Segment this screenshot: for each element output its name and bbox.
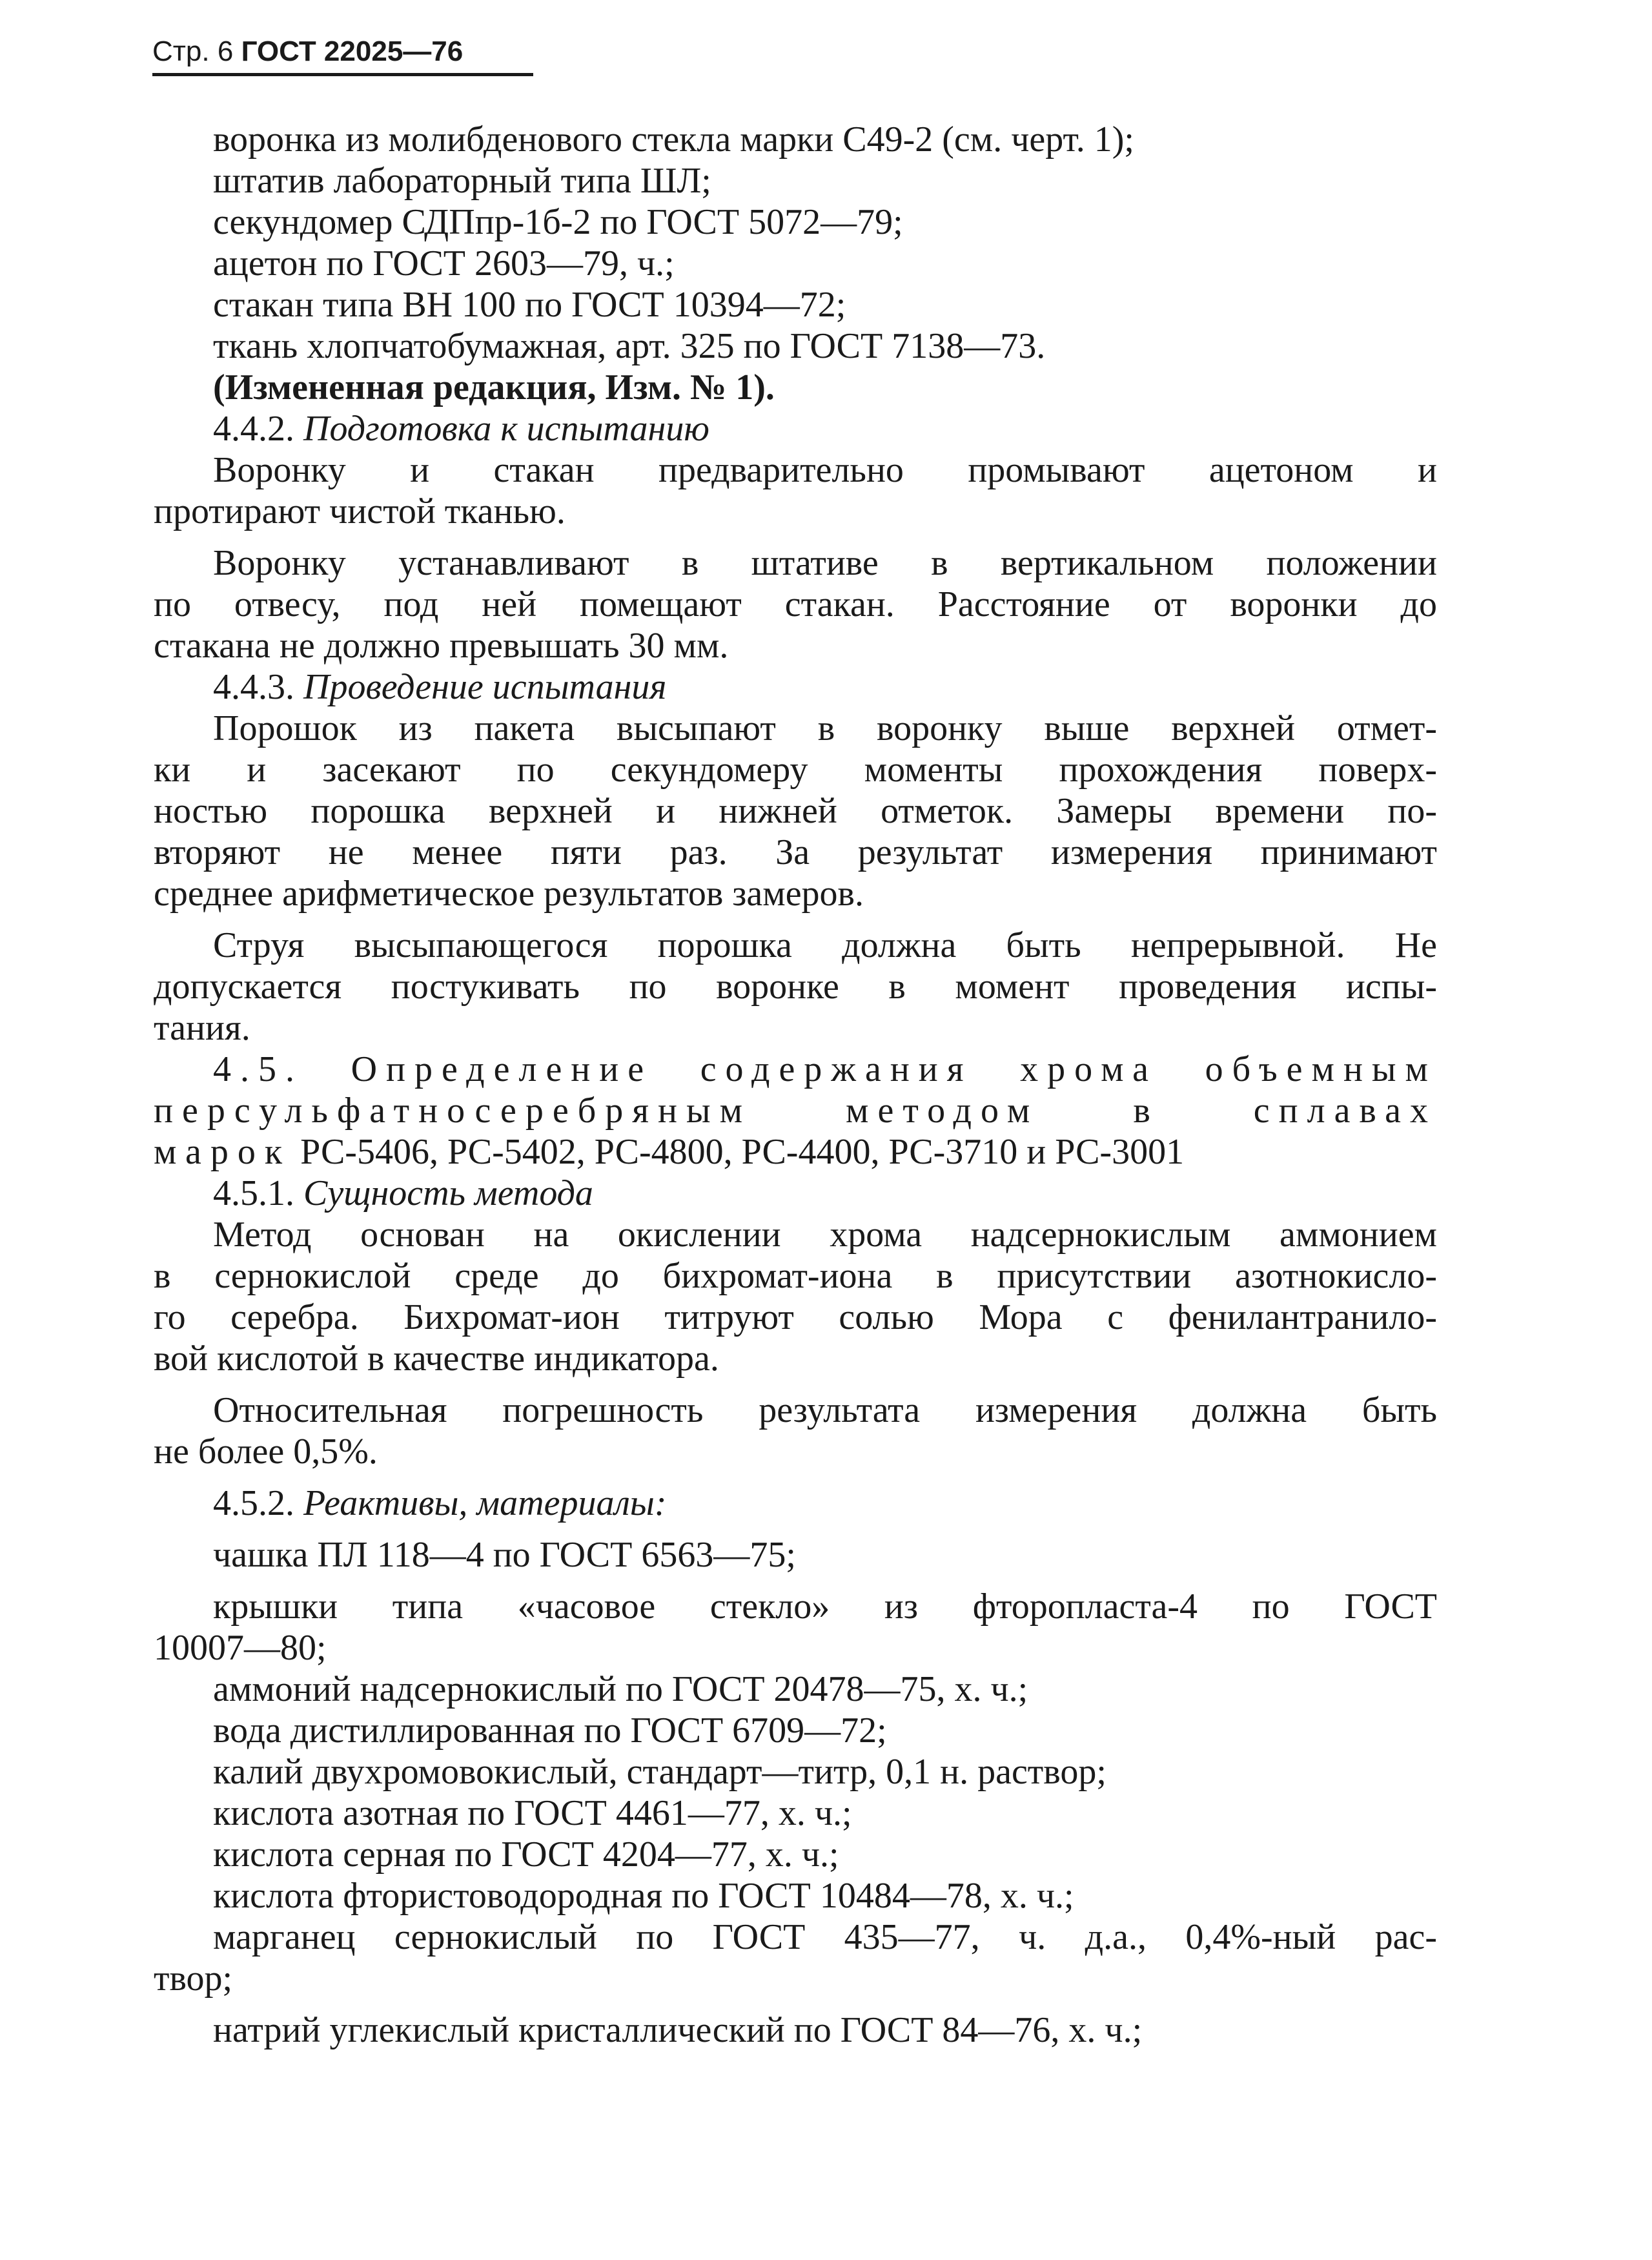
text-line: чашка ПЛ 118—4 по ГОСТ 6563—75;: [213, 1535, 796, 1575]
section-heading: [154, 408, 1437, 449]
section-number: 4.5.2.: [213, 1483, 303, 1523]
text-line: вторяют не менее пяти раз. За результат измерения принимают: [154, 832, 1437, 872]
text-line: штатив лабораторный типа ШЛ;: [213, 161, 711, 201]
text-line: по отвесу, под ней помещают стакан. Расстояние от воронки до: [154, 584, 1437, 624]
text-line: воронка из молибденового стекла марки С49-2 (см. черт. 1);: [213, 119, 1134, 159]
text-line: вой кислотой в качестве индикатора.: [154, 1339, 719, 1379]
section-title: Проведение испытания: [303, 667, 667, 707]
text-line: Струя высыпающегося порошка должна быть непрерывной. Не: [213, 925, 1437, 965]
text-line: тания.: [154, 1008, 250, 1048]
section-heading: [154, 666, 1437, 708]
text-line: Порошок из пакета высыпают в воронку выше верхней отмет-: [213, 708, 1437, 748]
text-line: Воронку и стакан предварительно промывают ацетоном и: [213, 450, 1437, 490]
section-heading: [154, 1483, 1437, 1524]
text-line: ки и засекают по секундомеру моменты прохождения поверх-: [154, 750, 1437, 790]
text-line: Воронку устанавливают в штативе в вертикальном положении: [213, 543, 1437, 583]
text-line: Метод основан на окислении хрома надсернокислым аммонием: [213, 1215, 1437, 1255]
page-number: Стр. 6: [152, 36, 234, 67]
text-line: крышки типа «часовое стекло» из фторопласта-4 по ГОСТ: [213, 1587, 1437, 1627]
text-line: твор;: [154, 1958, 233, 1998]
section-heading: марок РС-5406, РС-5402, РС-4800, РС-4400, РС-3710 и РС-3001: [154, 1132, 1185, 1172]
text-line: среднее арифметическое результатов замеров.: [154, 874, 864, 914]
section-heading: персульфатносеребряным методом в сплавах: [154, 1091, 1437, 1131]
text-line: стакана не должно превышать 30 мм.: [154, 626, 729, 666]
text-line: протирают чистой тканью.: [154, 491, 566, 531]
text-line: калий двухромовокислый, стандарт—титр, 0,1 н. раствор;: [213, 1752, 1106, 1792]
section-heading: 4.5. Определение содержания хрома объемным: [213, 1049, 1437, 1089]
text-line: марганец сернокислый по ГОСТ 435—77, ч. д.а., 0,4%-ный рас-: [213, 1917, 1437, 1957]
text-line: 10007—80;: [154, 1628, 327, 1668]
text-line: кислота азотная по ГОСТ 4461—77, х. ч.;: [213, 1793, 852, 1833]
text-line: ткань хлопчатобумажная, арт. 325 по ГОСТ 7138—73.: [213, 326, 1046, 366]
section-number: 4.4.2.: [213, 409, 303, 449]
text-line: ностью порошка верхней и нижней отметок. Замеры времени по-: [154, 791, 1437, 831]
page-header: [152, 34, 533, 76]
section-title: Сущность метода: [303, 1173, 593, 1213]
text-line: кислота фтористоводородная по ГОСТ 10484—78, х. ч.;: [213, 1876, 1074, 1916]
text-line: Относительная погрешность результата измерения должна быть: [213, 1390, 1437, 1430]
section-number: 4.5.1.: [213, 1173, 303, 1213]
section-title: Подготовка к испытанию: [303, 409, 709, 449]
text-line: го серебра. Бихромат-ион титруют солью Мора с фенилантранило-: [154, 1297, 1437, 1337]
section-title: Реактивы, материалы:: [303, 1483, 667, 1523]
text-line: аммоний надсернокислый по ГОСТ 20478—75, х. ч.;: [213, 1669, 1028, 1709]
text-line: допускается постукивать по воронке в момент проведения испы-: [154, 967, 1437, 1007]
section-number: 4.4.3.: [213, 667, 303, 707]
amendment-note: (Измененная редакция, Изм. № 1).: [213, 367, 775, 407]
text-line: стакан типа ВН 100 по ГОСТ 10394—72;: [213, 285, 846, 325]
document-body: [154, 119, 1437, 2051]
text-line: не более 0,5%.: [154, 1432, 378, 1472]
standard-number: ГОСТ 22025—76: [241, 36, 464, 67]
text-line: в сернокислой среде до бихромат-иона в присутствии азотнокисло-: [154, 1256, 1437, 1296]
section-heading: [154, 1173, 1437, 1214]
text-line: ацетон по ГОСТ 2603—79, ч.;: [213, 243, 675, 283]
text-line: вода дистиллированная по ГОСТ 6709—72;: [213, 1710, 887, 1751]
text-line: кислота серная по ГОСТ 4204—77, х. ч.;: [213, 1834, 839, 1875]
text-line: натрий углекислый кристаллический по ГОСТ 84—76, х. ч.;: [213, 2010, 1143, 2050]
text-line: секундомер СДПпр-1б-2 по ГОСТ 5072—79;: [213, 202, 903, 242]
